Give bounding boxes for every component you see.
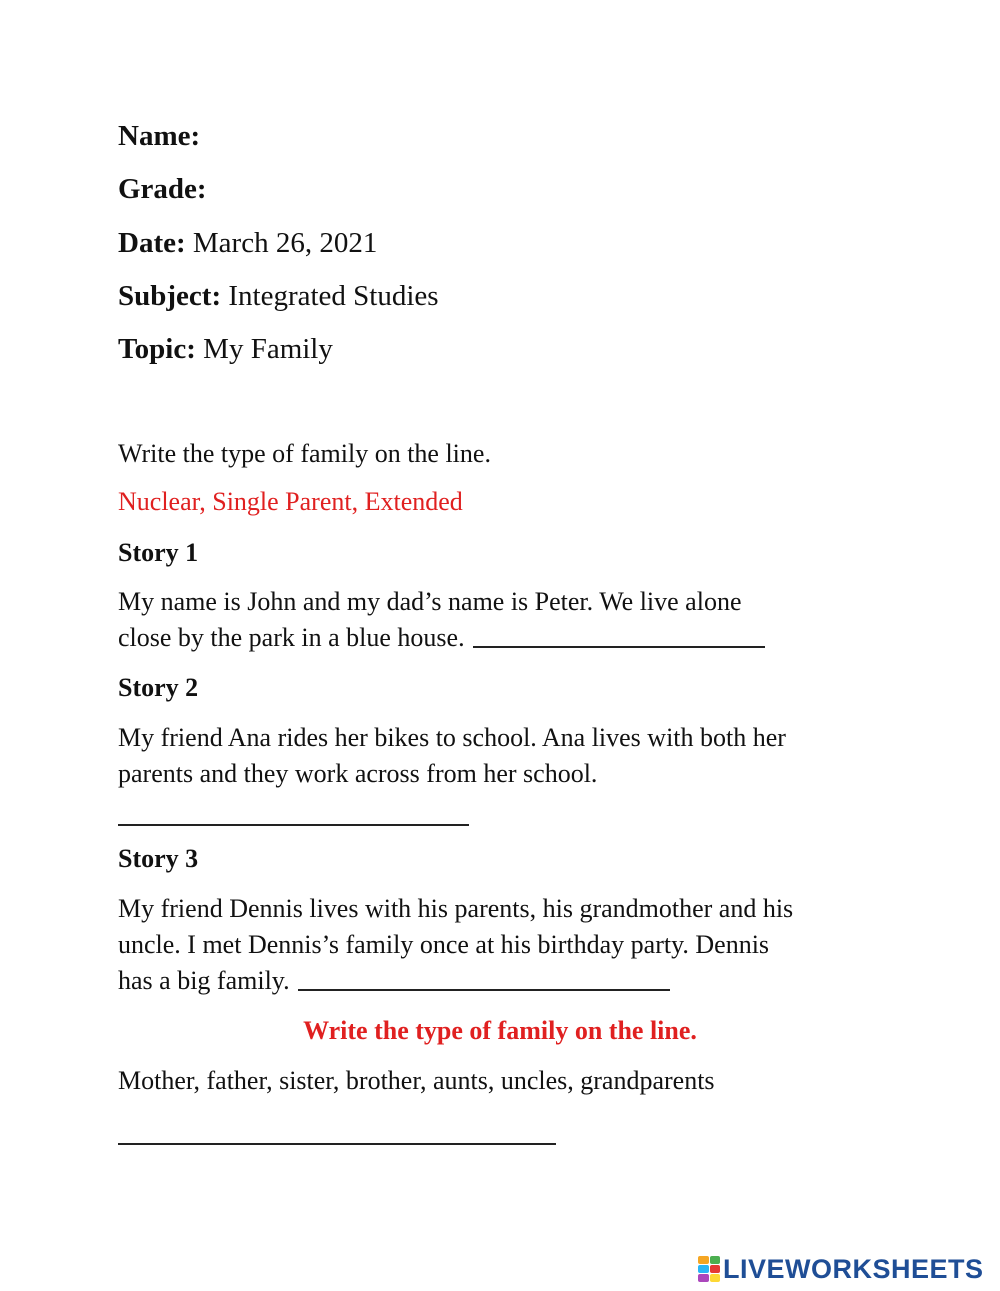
topic-field: [118, 331, 333, 367]
topic-value: My Family: [203, 333, 333, 365]
story-3-answer-line[interactable]: [298, 989, 670, 991]
liveworksheets-logo: [698, 1254, 984, 1284]
story-2-answer-line[interactable]: [118, 824, 469, 826]
subject-value: Integrated Studies: [228, 280, 439, 312]
date-value: March 26, 2021: [192, 227, 378, 259]
story-3-line-1: My friend Dennis lives with his parents, his grandmother and his: [118, 894, 794, 923]
date-label: Date:: [118, 227, 186, 259]
section-2-instruction: Write the type of family on the line.: [303, 1016, 697, 1045]
story-3-line-2: uncle. I met Dennis’s family once at his birthday party. Dennis: [118, 930, 770, 959]
subject-field: [118, 278, 439, 314]
story-1-title: Story 1: [118, 538, 199, 567]
name-field: [118, 118, 200, 154]
date-field: [118, 225, 377, 261]
section-2-answer-line[interactable]: [118, 1143, 556, 1145]
story-1-line-1: My name is John and my dad’s name is Peter. We live alone: [118, 587, 742, 616]
story-3-line-3: [118, 963, 670, 999]
story-2-title: Story 2: [118, 673, 199, 702]
story-1-line-2: [118, 620, 765, 656]
story-3-title: Story 3: [118, 844, 199, 873]
story-2-line-2: parents and they work across from her school.: [118, 759, 598, 788]
grade-label: Grade:: [118, 173, 207, 205]
story-1-line-2-text: close by the park in a blue house.: [118, 623, 465, 652]
family-members-list: Mother, father, sister, brother, aunts, uncles, grandparents: [118, 1066, 715, 1095]
name-label: Name:: [118, 120, 201, 152]
instruction-text: Write the type of family on the line.: [118, 439, 491, 468]
logo-text: LIVEWORKSHEETS: [723, 1254, 984, 1284]
story-2-line-1: My friend Ana rides her bikes to school. Ana lives with both her: [118, 723, 786, 752]
family-type-options: Nuclear, Single Parent, Extended: [118, 487, 463, 516]
story-3-line-3-text: has a big family.: [118, 966, 290, 995]
grade-field: [118, 171, 207, 207]
topic-label: Topic:: [118, 333, 196, 365]
story-1-answer-line[interactable]: [473, 646, 765, 648]
subject-label: Subject:: [118, 280, 222, 312]
liveworksheets-logo-icon: [698, 1256, 720, 1282]
